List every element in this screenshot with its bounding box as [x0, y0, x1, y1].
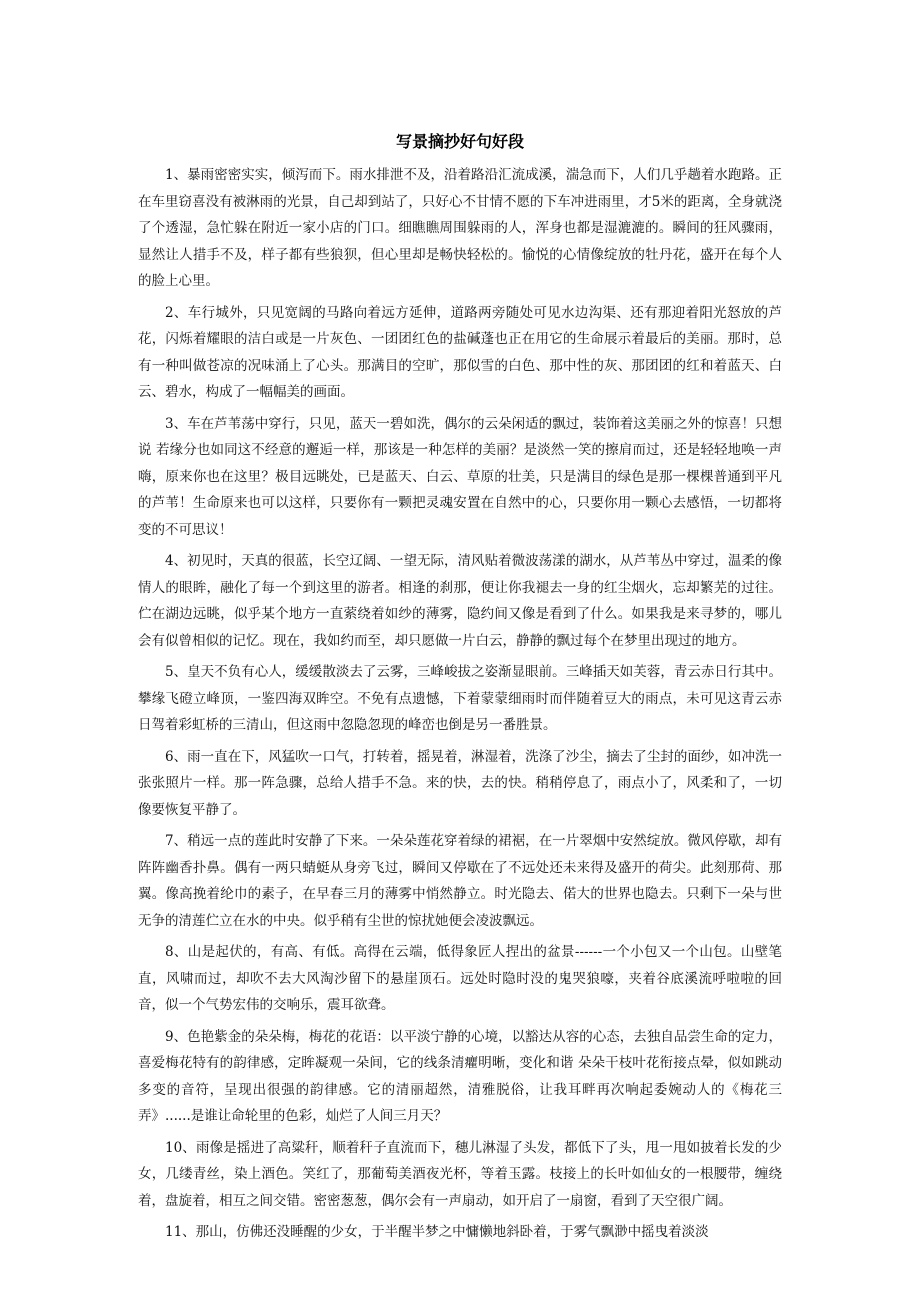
paragraph-4: 4、初见时，天真的很蓝，长空辽阔、一望无际，清风贴着微波荡漾的湖水，从芦苇丛中穿过，温柔的像情人的眼眸，融化了每一个到这里的游者。相逢的刹那，便让你我褪去一身的红尘烟火，忘却繁芜的过往。伫在湖边远眺，似乎某个地方一直萦绕着如纱的薄雾，隐约间又像是看到了什么。如果我是来寻梦的，哪儿会有似曾相似的记忆。现在，我如约而至，却只愿做一片白云，静静的飘过每个在梦里出现过的地方。 — [138, 553, 782, 649]
paragraph-3: 3、车在芦苇荡中穿行，只见，蓝天一碧如洗，偶尔的云朵闲适的飘过，装饰着这美丽之外的惊喜！只想说 若缘分也如同这不经意的邂逅一样，那该是一种怎样的美丽？是淡然一笑的擦肩而过，还是轻轻地唤一声 嗨，原来你也在这里？极目远眺处，已是蓝天、白云、草原的壮美，只是满目的绿色是那一棵棵普通到平凡的芦苇！生命原来也可以这样，只要你有一颗把灵魂安置在自然中的心，只要你用一颗心去感悟，一切都将变的不可思议！ — [138, 415, 782, 538]
paragraph-2: 2、车行城外，只见宽阔的马路向着远方延伸，道路两旁随处可见水边沟渠、还有那迎着阳光怒放的芦花，闪烁着耀眼的洁白或是一片灰色、一团团红色的盐碱蓬也正在用它的生命展示着最后的美丽。那时，总有一种叫做苍凉的况味涌上了心头。那满目的空旷，那似雪的白色、那中性的灰、那团团的红和着蓝天、白云、碧水，构成了一幅幅美的画面。 — [138, 304, 782, 400]
paragraph-7: 7、稍远一点的莲此时安静了下来。一朵朵莲花穿着绿的裙裾，在一片翠烟中安然绽放。微风停歇，却有阵阵幽香扑鼻。偶有一两只蜻蜓从身旁飞过，瞬间又停歇在了不远处还未来得及盛开的荷尖。此刻那荷、那翼。像高挽着纶巾的素子，在早春三月的薄雾中悄然静立。时光隐去、偌大的世界也隐去。只剩下一朵与世无争的清莲伫立在水的中央。似乎稍有尘世的惊扰她便会凌波飘远。 — [138, 833, 782, 929]
paragraph-6: 6、雨一直在下，风猛吹一口气，打转着，摇晃着，淋湿着，洗涤了沙尘，摘去了尘封的面纱，如冲洗一张张照片一样。那一阵急骤，总给人措手不急。来的快，去的快。稍稍停息了，雨点小了，风柔和了，一切像要恢复平静了。 — [138, 748, 782, 818]
paragraph-5: 5、皇天不负有心人，缓缓散淡去了云雾，三峰峻拔之姿渐显眼前。三峰插天如芙蓉，青云赤日行其中。攀缘飞磴立峰顶，一鉴四海双眸空。不免有点遗憾，下着蒙蒙细雨时而伴随着豆大的雨点，未可见这青云赤日驾着彩虹桥的三清山，但这雨中忽隐忽现的峰峦也倒是另一番胜景。 — [138, 664, 782, 733]
paragraph-10: 10、雨像是摇进了高粱秆，顺着秆子直流而下，穗儿淋湿了头发，都低下了头，甩一甩如披着长发的少女，几缕青丝，染上酒色。笑红了，那葡萄美酒夜光杯，等着玉露。枝接上的长叶如仙女的一根腰带，缠绕着，盘旋着，相互之间交错。密密葱葱，偶尔会有一声扇动，如开启了一扇窗，看到了天空很广阔。 — [138, 1139, 782, 1209]
paragraph-9: 9、色艳紫金的朵朵梅，梅花的花语：以平淡宁静的心境，以豁达从容的心态，去独自品尝生命的定力，喜爱梅花特有的韵律感，定眸凝观一朵间，它的线条清癯明晰，变化和谐 朵朵干枝叶花衔接点晕，似如跳动多变的音符，呈现出很强的韵律感。它的清丽超然，清雅脱俗，让我耳畔再次响起委婉动人的《梅花三弄》......是谁让命轮里的色彩，灿烂了人间三月天？ — [138, 1028, 782, 1124]
document-title: 写景摘抄好句好段 — [395, 132, 524, 151]
paragraph-1: 1、暴雨密密实实，倾泻而下。雨水排泄不及，沿着路沿汇流成溪，湍急而下，人们几乎趟着水跑路。正在车里窃喜没有被淋雨的光景，自己却到站了，只好心不甘情不愿的下车冲进雨里，才5米的距离，全身就浇了个透湿，急忙躲在附近一家小店的门口。细瞧瞧周围躲雨的人，浑身也都是湿漉漉的。瞬间的狂风骤雨，显然让人措手不及，样子都有些狼狈，但心里却是畅快轻松的。愉悦的心情像绽放的牡丹花，盛开在每个人的脸上心里。 — [138, 167, 782, 289]
paragraph-11: 11、那山，仿佛还没睡醒的少女，于半醒半梦之中慵懒地斜卧着，于雾气飘渺中摇曳着淡淡 — [165, 1224, 709, 1240]
paragraph-8: 8、山是起伏的，有高、有低。高得在云端，低得象匠人捏出的盆景------一个小包又一个山包。山壁笔直，风啸而过，却吹不去大风淘沙留下的悬崖顶石。远处时隐时没的鬼哭狼嚎，夹着谷底溪流呼啦啦的回音，似一个气势宏伟的交响乐，震耳欲聋。 — [138, 944, 782, 1013]
document-page — [138, 0, 782, 1246]
